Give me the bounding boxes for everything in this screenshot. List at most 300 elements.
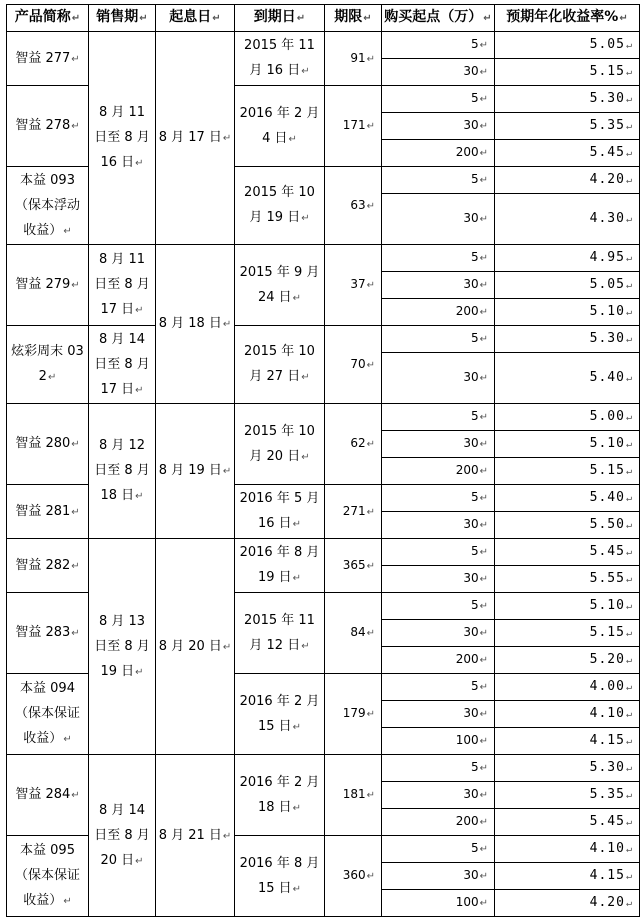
end-date-cell-text: 2016 年 2 月 4 日 (239, 105, 320, 146)
paragraph-mark-icon: ↵ (625, 175, 633, 186)
term-cell (325, 755, 382, 836)
paragraph-mark-icon: ↵ (625, 439, 633, 450)
end-date-cell (235, 539, 325, 593)
product-name-cell-text: 智益 284 (15, 787, 71, 802)
expected-yield-cell (495, 245, 640, 272)
paragraph-mark-icon: ↵ (625, 574, 633, 585)
end-date-cell-text: 2015 年 11 月 16 日 (244, 38, 315, 78)
paragraph-mark-icon: ↵ (71, 280, 80, 291)
term-cell-text: 179 (342, 706, 366, 720)
min-purchase-cell (382, 353, 495, 404)
min-purchase-cell-text: 30 (463, 571, 479, 585)
end-date-cell (235, 245, 325, 326)
paragraph-mark-icon: ↵ (222, 830, 232, 842)
paragraph-mark-icon: ↵ (135, 305, 144, 316)
paragraph-mark-icon: ↵ (625, 547, 633, 558)
paragraph-mark-icon: ↵ (63, 896, 72, 907)
paragraph-mark-icon: ↵ (301, 372, 310, 383)
term-cell (325, 593, 382, 674)
paragraph-mark-icon: ↵ (625, 709, 633, 720)
product-name-cell (7, 245, 89, 326)
min-purchase-cell (382, 404, 495, 431)
sale-period-cell (89, 404, 156, 539)
min-purchase-cell (382, 863, 495, 890)
min-purchase-cell-text: 5 (470, 250, 479, 264)
min-purchase-cell-text: 30 (463, 436, 479, 450)
paragraph-mark-icon: ↵ (479, 373, 488, 384)
start-date-cell (156, 404, 235, 539)
paragraph-mark-icon: ↵ (625, 466, 633, 477)
paragraph-mark-icon: ↵ (479, 493, 488, 504)
start-date-cell (156, 539, 235, 755)
term-cell-text: 271 (342, 503, 366, 518)
term-cell-text: 84 (350, 625, 366, 639)
min-purchase-cell-text: 30 (463, 787, 479, 801)
expected-yield-cell-text: 5.45 (589, 814, 625, 829)
min-purchase-cell (382, 755, 495, 782)
sale-period-cell-text: 8 月 11 日至 8 月 17 日 (94, 252, 150, 317)
term-cell (325, 167, 382, 245)
expected-yield-cell (495, 701, 640, 728)
paragraph-mark-icon: ↵ (71, 53, 80, 65)
end-date-cell (235, 485, 325, 539)
min-purchase-cell-text: 200 (455, 463, 479, 477)
sale-period-cell (89, 245, 156, 326)
min-purchase-cell-text: 100 (455, 733, 479, 747)
end-date-cell-text: 2016 年 2 月 15 日 (239, 693, 320, 734)
expected-yield-cell-text: 5.40 (589, 370, 625, 385)
expected-yield-cell-text: 5.30 (589, 760, 625, 775)
term-cell-text: 91 (350, 50, 366, 65)
paragraph-mark-icon: ↵ (479, 148, 488, 159)
end-date-cell-text: 2015 年 10 月 20 日 (244, 423, 315, 464)
min-purchase-cell-text: 30 (463, 118, 479, 132)
start-date-cell (156, 245, 235, 404)
expected-yield-cell-text: 5.40 (589, 490, 625, 505)
paragraph-mark-icon: ↵ (288, 133, 297, 145)
header-min-purchase: 购买起点（万）↵ (382, 5, 495, 32)
product-name-cell (7, 674, 89, 755)
sale-period-cell-text: 8 月 12 日至 8 月 18 日 (94, 438, 150, 503)
min-purchase-cell-text: 30 (463, 706, 479, 720)
end-date-cell (235, 86, 325, 167)
expected-yield-cell (495, 113, 640, 140)
table-row (7, 32, 640, 59)
paragraph-mark-icon: ↵ (479, 574, 488, 585)
header-product-name: 产品简称↵ (7, 5, 89, 32)
expected-yield-cell (495, 59, 640, 86)
paragraph-mark-icon: ↵ (292, 519, 302, 530)
paragraph-mark-icon: ↵ (222, 319, 232, 330)
paragraph-mark-icon: ↵ (479, 121, 488, 132)
product-table (6, 4, 640, 917)
min-purchase-cell-text: 5 (470, 37, 479, 51)
min-purchase-cell-text: 5 (470, 679, 479, 693)
expected-yield-cell (495, 32, 640, 59)
paragraph-mark-icon: ↵ (625, 898, 633, 909)
expected-yield-cell (495, 272, 640, 299)
term-cell (325, 539, 382, 593)
term-cell (325, 32, 382, 86)
paragraph-mark-icon: ↵ (366, 53, 375, 65)
expected-yield-cell-text: 5.10 (589, 436, 625, 451)
min-purchase-cell (382, 140, 495, 167)
paragraph-mark-icon: ↵ (479, 736, 488, 747)
end-date-cell-text: 2015 年 10 月 27 日 (244, 344, 315, 384)
paragraph-mark-icon: ↵ (222, 133, 232, 144)
product-name-cell-text: 智益 279 (15, 277, 71, 292)
min-purchase-cell (382, 674, 495, 701)
paragraph-mark-icon: ↵ (71, 628, 80, 639)
product-name-cell-text: 智益 282 (15, 557, 71, 573)
min-purchase-cell (382, 299, 495, 326)
term-cell-text: 37 (350, 277, 366, 291)
header-end-date: 到期日↵ (235, 5, 325, 32)
paragraph-mark-icon: ↵ (479, 214, 488, 225)
paragraph-mark-icon: ↵ (625, 121, 633, 132)
min-purchase-cell (382, 32, 495, 59)
paragraph-mark-icon: ↵ (63, 734, 72, 745)
expected-yield-cell (495, 809, 640, 836)
end-date-cell-text: 2016 年 8 月 19 日 (239, 545, 320, 585)
expected-yield-cell-text: 5.20 (589, 652, 625, 667)
expected-yield-cell-text: 4.20 (589, 895, 625, 910)
start-date-cell-text: 8 月 19 日 (158, 463, 222, 478)
min-purchase-cell (382, 113, 495, 140)
product-name-cell (7, 755, 89, 836)
expected-yield-cell-text: 5.00 (589, 409, 625, 424)
paragraph-mark-icon: ↵ (366, 280, 375, 291)
term-cell-text: 62 (350, 436, 366, 450)
expected-yield-cell-text: 4.20 (589, 172, 625, 187)
end-date-cell (235, 404, 325, 485)
header-term: 期限↵ (325, 5, 382, 32)
expected-yield-cell-text: 5.15 (589, 625, 625, 640)
product-name-cell-text: 本益 095（保本保证收益） (14, 843, 80, 908)
product-name-cell (7, 326, 89, 404)
min-purchase-cell-text: 5 (470, 598, 479, 612)
product-name-cell (7, 32, 89, 86)
expected-yield-cell (495, 299, 640, 326)
sale-period-cell (89, 539, 156, 755)
product-name-cell (7, 167, 89, 245)
paragraph-mark-icon: ↵ (135, 855, 144, 867)
min-purchase-cell-text: 5 (470, 760, 479, 774)
paragraph-mark-icon: ↵ (292, 721, 302, 733)
paragraph-mark-icon: ↵ (479, 307, 488, 318)
header-sale-period: 销售期↵ (89, 5, 156, 32)
paragraph-mark-icon: ↵ (366, 439, 375, 450)
paragraph-mark-icon: ↵ (625, 790, 633, 801)
end-date-cell (235, 755, 325, 836)
min-purchase-cell-text: 200 (455, 652, 479, 666)
paragraph-mark-icon: ↵ (301, 640, 310, 652)
paragraph-mark-icon: ↵ (625, 94, 633, 105)
paragraph-mark-icon: ↵ (625, 817, 633, 828)
product-name-cell-text: 本益 094（保本保证收益） (14, 681, 80, 746)
min-purchase-cell (382, 485, 495, 512)
expected-yield-cell-text: 4.95 (589, 250, 625, 265)
min-purchase-cell (382, 593, 495, 620)
end-date-cell (235, 326, 325, 404)
paragraph-mark-icon: ↵ (479, 628, 488, 639)
min-purchase-cell (382, 245, 495, 272)
paragraph-mark-icon: ↵ (366, 790, 375, 801)
paragraph-mark-icon: ↵ (135, 491, 144, 502)
min-purchase-cell (382, 728, 495, 755)
paragraph-mark-icon: ↵ (625, 412, 633, 423)
min-purchase-cell (382, 809, 495, 836)
product-name-cell-text: 炫彩周末 032 (11, 344, 84, 384)
table-row (7, 404, 640, 431)
paragraph-mark-icon: ↵ (71, 790, 80, 801)
paragraph-mark-icon: ↵ (625, 520, 633, 531)
product-name-cell (7, 485, 89, 539)
end-date-cell (235, 593, 325, 674)
paragraph-mark-icon: ↵ (625, 655, 633, 666)
expected-yield-cell (495, 647, 640, 674)
paragraph-mark-icon: ↵ (135, 158, 144, 169)
sale-period-cell (89, 755, 156, 917)
paragraph-mark-icon: ↵ (63, 225, 72, 237)
min-purchase-cell (382, 701, 495, 728)
min-purchase-cell (382, 272, 495, 299)
end-date-cell-text: 2015 年 9 月 24 日 (239, 264, 320, 305)
end-date-cell (235, 167, 325, 245)
paragraph-mark-icon: ↵ (625, 307, 633, 318)
term-cell-text: 171 (342, 118, 366, 132)
paragraph-mark-icon: ↵ (625, 493, 633, 504)
expected-yield-cell (495, 86, 640, 113)
product-name-cell-text: 智益 278 (15, 118, 71, 133)
paragraph-mark-icon: ↵ (479, 844, 488, 855)
expected-yield-cell (495, 620, 640, 647)
expected-yield-cell (495, 404, 640, 431)
min-purchase-cell (382, 890, 495, 917)
paragraph-mark-icon: ↵ (479, 439, 488, 450)
expected-yield-cell (495, 431, 640, 458)
paragraph-mark-icon: ↵ (301, 213, 310, 224)
paragraph-mark-icon: ↵ (71, 506, 80, 518)
paragraph-mark-icon: ↵ (479, 817, 488, 828)
paragraph-mark-icon: ↵ (479, 40, 488, 51)
min-purchase-cell-text: 30 (463, 211, 479, 225)
expected-yield-cell-text: 5.05 (589, 37, 625, 52)
expected-yield-cell-text: 5.35 (589, 118, 625, 133)
min-purchase-cell (382, 539, 495, 566)
paragraph-mark-icon: ↵ (479, 655, 488, 666)
paragraph-mark-icon: ↵ (479, 520, 488, 531)
expected-yield-cell (495, 728, 640, 755)
min-purchase-cell-text: 5 (470, 172, 479, 186)
min-purchase-cell (382, 836, 495, 863)
paragraph-mark-icon: ↵ (479, 871, 488, 882)
end-date-cell (235, 674, 325, 755)
term-cell-text: 365 (342, 557, 366, 572)
min-purchase-cell-text: 200 (455, 304, 479, 318)
paragraph-mark-icon: ↵ (479, 790, 488, 801)
header-expected-yield: 预期年化收益率%↵ (495, 5, 640, 32)
expected-yield-cell (495, 539, 640, 566)
product-name-cell (7, 86, 89, 167)
expected-yield-cell (495, 863, 640, 890)
paragraph-mark-icon: ↵ (625, 67, 633, 78)
min-purchase-cell-text: 30 (463, 868, 479, 882)
end-date-cell-text: 2016 年 5 月 16 日 (239, 491, 320, 531)
sale-period-cell-text: 8 月 14 日至 8 月 20 日 (94, 802, 150, 868)
end-date-cell-text: 2015 年 10 月 19 日 (244, 185, 315, 225)
end-date-cell-text: 2016 年 8 月 15 日 (239, 855, 320, 896)
expected-yield-cell-text: 5.30 (589, 331, 625, 346)
expected-yield-cell-text: 5.15 (589, 463, 625, 478)
table-body (7, 32, 640, 917)
expected-yield-cell-text: 5.35 (589, 787, 625, 802)
paragraph-mark-icon: ↵ (479, 412, 488, 423)
paragraph-mark-icon: ↵ (479, 175, 488, 186)
paragraph-mark-icon: ↵ (625, 736, 633, 747)
expected-yield-cell-text: 4.30 (589, 211, 625, 226)
min-purchase-cell (382, 620, 495, 647)
expected-yield-cell (495, 755, 640, 782)
end-date-cell (235, 836, 325, 917)
min-purchase-cell (382, 59, 495, 86)
min-purchase-cell-text: 30 (463, 517, 479, 531)
term-cell (325, 836, 382, 917)
paragraph-mark-icon: ↵ (625, 148, 633, 159)
term-cell (325, 485, 382, 539)
expected-yield-cell (495, 326, 640, 353)
paragraph-mark-icon: ↵ (366, 709, 375, 720)
start-date-cell (156, 32, 235, 245)
paragraph-mark-icon: ↵ (292, 883, 302, 895)
expected-yield-cell (495, 140, 640, 167)
product-name-cell-text: 智益 283 (15, 625, 71, 640)
start-date-cell-text: 8 月 21 日 (158, 827, 222, 843)
paragraph-mark-icon: ↵ (135, 384, 144, 396)
paragraph-mark-icon: ↵ (625, 334, 633, 345)
min-purchase-cell (382, 326, 495, 353)
paragraph-mark-icon: ↵ (479, 763, 488, 774)
expected-yield-cell (495, 194, 640, 245)
expected-yield-cell-text: 5.05 (589, 277, 625, 292)
paragraph-mark-icon: ↵ (366, 359, 375, 371)
product-name-cell-text: 智益 281 (15, 503, 71, 519)
paragraph-mark-icon: ↵ (366, 200, 375, 212)
min-purchase-cell (382, 782, 495, 809)
paragraph-mark-icon: ↵ (479, 709, 488, 720)
paragraph-mark-icon: ↵ (292, 573, 302, 584)
expected-yield-cell (495, 890, 640, 917)
paragraph-mark-icon: ↵ (479, 682, 488, 693)
paragraph-mark-icon: ↵ (479, 334, 488, 345)
expected-yield-cell (495, 836, 640, 863)
expected-yield-cell-text: 4.10 (589, 706, 625, 721)
paragraph-mark-icon: ↵ (479, 94, 488, 105)
term-cell (325, 245, 382, 326)
paragraph-mark-icon: ↵ (479, 601, 488, 612)
min-purchase-cell (382, 647, 495, 674)
min-purchase-cell (382, 431, 495, 458)
product-name-cell (7, 404, 89, 485)
paragraph-mark-icon: ↵ (625, 871, 633, 882)
min-purchase-cell (382, 86, 495, 113)
expected-yield-cell-text: 5.45 (589, 145, 625, 160)
paragraph-mark-icon: ↵ (301, 66, 310, 77)
sale-period-cell-text: 8 月 13 日至 8 月 19 日 (94, 613, 150, 679)
table-row (7, 755, 640, 782)
paragraph-mark-icon: ↵ (222, 466, 232, 477)
table-row (7, 245, 640, 272)
end-date-cell-text: 2016 年 2 月 18 日 (239, 774, 320, 815)
paragraph-mark-icon: ↵ (222, 641, 232, 653)
expected-yield-cell-text: 4.00 (589, 679, 625, 694)
paragraph-mark-icon: ↵ (625, 40, 633, 51)
paragraph-mark-icon: ↵ (71, 439, 80, 450)
term-cell (325, 326, 382, 404)
paragraph-mark-icon: ↵ (479, 898, 488, 909)
term-cell-text: 70 (350, 356, 366, 371)
min-purchase-cell-text: 5 (470, 544, 479, 558)
table-row (7, 326, 640, 353)
paragraph-mark-icon: ↵ (625, 253, 633, 264)
paragraph-mark-icon: ↵ (366, 871, 375, 882)
sale-period-cell-text: 8 月 14 日至 8 月 17 日 (94, 331, 150, 397)
min-purchase-cell-text: 30 (463, 277, 479, 291)
product-name-cell-text: 智益 280 (15, 436, 71, 451)
expected-yield-cell-text: 5.30 (589, 91, 625, 106)
min-purchase-cell-text: 30 (463, 370, 479, 384)
expected-yield-cell (495, 167, 640, 194)
expected-yield-cell-text: 4.15 (589, 868, 625, 883)
expected-yield-cell-text: 5.55 (589, 571, 625, 586)
min-purchase-cell-text: 100 (455, 895, 479, 909)
term-cell-text: 360 (342, 868, 366, 882)
term-cell-text: 181 (342, 787, 366, 801)
paragraph-mark-icon: ↵ (366, 506, 375, 518)
paragraph-mark-icon: ↵ (366, 560, 375, 572)
paragraph-mark-icon: ↵ (625, 280, 633, 291)
min-purchase-cell (382, 194, 495, 245)
paragraph-mark-icon: ↵ (71, 560, 80, 572)
paragraph-mark-icon: ↵ (479, 253, 488, 264)
min-purchase-cell-text: 200 (455, 145, 479, 159)
product-name-cell (7, 539, 89, 593)
min-purchase-cell-text: 200 (455, 814, 479, 828)
paragraph-mark-icon: ↵ (479, 466, 488, 477)
expected-yield-cell-text: 5.45 (589, 544, 625, 559)
min-purchase-cell-text: 5 (470, 91, 479, 105)
min-purchase-cell (382, 566, 495, 593)
paragraph-mark-icon: ↵ (625, 601, 633, 612)
paragraph-mark-icon: ↵ (366, 121, 375, 132)
paragraph-mark-icon: ↵ (479, 547, 488, 558)
expected-yield-cell (495, 674, 640, 701)
paragraph-mark-icon: ↵ (135, 666, 144, 678)
expected-yield-cell (495, 782, 640, 809)
min-purchase-cell-text: 30 (463, 64, 479, 78)
paragraph-mark-icon: ↵ (71, 121, 80, 132)
product-name-cell-text: 智益 277 (15, 50, 71, 66)
paragraph-mark-icon: ↵ (301, 451, 310, 463)
expected-yield-cell-text: 5.10 (589, 598, 625, 613)
paragraph-mark-icon: ↵ (625, 682, 633, 693)
sale-period-cell-text: 8 月 11 日至 8 月 16 日 (94, 105, 150, 170)
term-cell (325, 674, 382, 755)
expected-yield-cell (495, 485, 640, 512)
min-purchase-cell (382, 512, 495, 539)
product-name-cell-text: 本益 093（保本浮动收益） (14, 172, 80, 238)
table-row (7, 539, 640, 566)
